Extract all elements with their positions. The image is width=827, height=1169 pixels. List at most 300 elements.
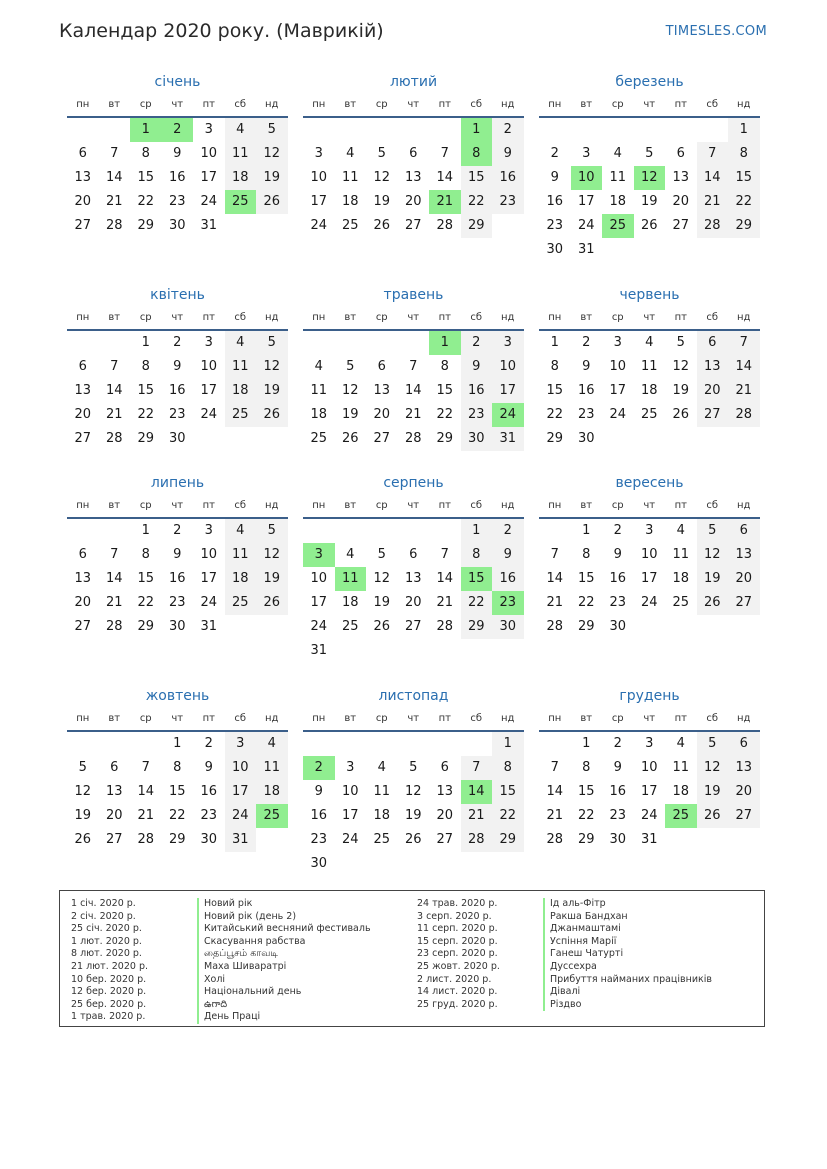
day-cell: 25 (672, 595, 690, 610)
day-cell: 26 (672, 407, 690, 422)
day-cell: 8 (461, 543, 493, 567)
day-cell: 9 (582, 359, 591, 374)
holiday-day-cell: 24 (492, 403, 524, 427)
weekday-header (303, 94, 524, 118)
day-cell: 15 (546, 383, 564, 398)
day-cell: 30 (168, 619, 186, 634)
holiday-name: ఉగాది (197, 999, 227, 1012)
day-cell: 22 (546, 407, 564, 422)
holiday-entry (417, 999, 712, 1012)
weekday-label: ср (375, 312, 388, 323)
day-cell: 7 (409, 359, 418, 374)
day-cell: 16 (609, 571, 627, 586)
weekday-label: пн (548, 312, 562, 323)
day-cell: 13 (105, 784, 123, 799)
day-cell: 21 (436, 595, 454, 610)
day-cell: 24 (200, 595, 218, 610)
day-cell: 16 (168, 571, 186, 586)
day-cell: 10 (310, 170, 328, 185)
day-cell: 24 (310, 619, 328, 634)
day-cell: 12 (404, 784, 422, 799)
day-cell: 13 (404, 170, 422, 185)
day-cell: 2 (492, 519, 524, 543)
day-cell: 10 (640, 547, 658, 562)
day-cell: 19 (74, 808, 92, 823)
weekday-label: пн (76, 713, 90, 724)
weekday-label: вт (344, 500, 357, 511)
day-cell: 12 (697, 543, 729, 567)
day-cell: 24 (200, 407, 218, 422)
day-cell: 26 (74, 832, 92, 847)
day-cell: 13 (436, 784, 454, 799)
holiday-date: 1 лют. 2020 р. (71, 935, 142, 947)
weekday-header (539, 495, 760, 519)
day-cell: 4 (225, 118, 257, 142)
day-cell: 7 (461, 756, 493, 780)
day-cell: 31 (492, 427, 524, 451)
day-cell: 16 (310, 808, 328, 823)
day-cell: 24 (310, 218, 328, 233)
weekday-label: нд (501, 500, 515, 511)
holiday-date: 25 січ. 2020 р. (71, 923, 142, 935)
day-cell: 19 (404, 808, 422, 823)
weekday-header (303, 495, 524, 519)
day-cell: 9 (613, 547, 622, 562)
weekday-label: пт (674, 500, 687, 511)
month-name: грудень (619, 688, 680, 704)
month-name: лютий (389, 74, 438, 90)
day-cell: 11 (672, 760, 690, 775)
day-cell: 21 (728, 379, 760, 403)
month-block (67, 70, 288, 238)
holiday-entry (417, 974, 712, 987)
day-cell: 30 (168, 431, 186, 446)
day-cell: 8 (141, 547, 150, 562)
day-cell: 22 (577, 595, 595, 610)
day-cell: 29 (728, 214, 760, 238)
day-cell: 3 (346, 760, 355, 775)
empty-cell (539, 732, 571, 756)
holiday-day-cell: 23 (492, 591, 524, 615)
day-cell: 9 (204, 760, 213, 775)
holiday-day-cell: 21 (429, 190, 461, 214)
day-cell: 16 (492, 567, 524, 591)
day-cell: 20 (728, 567, 760, 591)
day-cell: 2 (613, 523, 622, 538)
day-cell: 31 (225, 828, 257, 852)
weekday-label: вт (108, 99, 121, 110)
day-cell: 23 (492, 190, 524, 214)
day-cell: 18 (256, 780, 288, 804)
weekday-label: пн (312, 713, 326, 724)
day-cell: 19 (373, 595, 391, 610)
day-cell: 1 (141, 335, 150, 350)
weekday-label: вт (580, 312, 593, 323)
day-cell: 15 (461, 166, 493, 190)
weekday-label: вт (580, 713, 593, 724)
day-cell: 10 (200, 359, 218, 374)
day-cell: 20 (697, 379, 729, 403)
weekday-label: пн (548, 713, 562, 724)
day-cell: 26 (256, 190, 288, 214)
day-cell: 3 (204, 523, 213, 538)
days-grid (67, 331, 288, 451)
weekday-label: нд (501, 713, 515, 724)
holiday-day-cell: 25 (602, 214, 634, 238)
month-block (539, 283, 760, 451)
holiday-date: 24 трав. 2020 р. (417, 898, 498, 909)
weekday-label: пт (202, 500, 215, 511)
days-grid (303, 732, 524, 876)
holiday-date: 1 січ. 2020 р. (71, 898, 136, 909)
day-cell: 5 (377, 547, 386, 562)
month-block (303, 70, 524, 238)
day-cell: 24 (200, 194, 218, 209)
weekday-label: вт (108, 312, 121, 323)
day-cell: 3 (645, 736, 654, 751)
day-cell: 20 (74, 595, 92, 610)
day-cell: 23 (577, 407, 595, 422)
weekday-label: вт (344, 713, 357, 724)
day-cell: 4 (346, 146, 355, 161)
day-cell: 7 (550, 760, 559, 775)
day-cell: 14 (546, 784, 564, 799)
day-cell: 6 (110, 760, 119, 775)
weekday-label: нд (737, 312, 751, 323)
day-cell: 13 (728, 756, 760, 780)
empty-cell (429, 519, 461, 543)
weekday-label: сб (234, 500, 247, 511)
day-cell: 10 (341, 784, 359, 799)
day-cell: 15 (577, 784, 595, 799)
weekday-label: сб (470, 500, 483, 511)
weekday-label: нд (501, 312, 515, 323)
day-cell: 18 (672, 784, 690, 799)
day-cell: 11 (672, 547, 690, 562)
day-cell: 28 (137, 832, 155, 847)
day-cell: 7 (697, 142, 729, 166)
day-cell: 30 (577, 431, 595, 446)
empty-cell (67, 732, 99, 756)
holiday-day-cell: 10 (571, 166, 603, 190)
month-block (67, 283, 288, 451)
weekday-header (67, 708, 288, 732)
weekday-label: чт (171, 99, 184, 110)
day-cell: 5 (377, 146, 386, 161)
day-cell: 28 (728, 403, 760, 427)
holiday-date: 25 бер. 2020 р. (71, 998, 147, 1010)
day-cell: 7 (110, 359, 119, 374)
weekday-label: сб (706, 99, 719, 110)
empty-cell (398, 118, 430, 142)
empty-cell (130, 732, 162, 756)
month-name: липень (150, 475, 205, 491)
day-cell: 3 (582, 146, 591, 161)
day-cell: 8 (141, 146, 150, 161)
day-cell: 15 (137, 383, 155, 398)
day-cell: 13 (74, 383, 92, 398)
day-cell: 23 (461, 403, 493, 427)
weekday-header (67, 495, 288, 519)
day-cell: 11 (640, 359, 658, 374)
holiday-entry (417, 911, 712, 924)
holiday-name: Джанмаштамі (543, 923, 621, 936)
day-cell: 20 (404, 194, 422, 209)
month-block (303, 471, 524, 663)
weekday-label: вт (344, 99, 357, 110)
weekday-label: чт (643, 99, 656, 110)
empty-cell (571, 118, 603, 142)
day-cell: 24 (640, 808, 658, 823)
day-cell: 17 (640, 784, 658, 799)
day-cell: 27 (672, 218, 690, 233)
day-cell: 28 (436, 619, 454, 634)
weekday-header (303, 708, 524, 732)
day-cell: 31 (577, 242, 595, 257)
weekday-label: нд (265, 312, 279, 323)
day-cell: 16 (546, 194, 564, 209)
day-cell: 8 (440, 359, 449, 374)
weekday-label: пн (548, 99, 562, 110)
day-cell: 9 (173, 146, 182, 161)
empty-cell (398, 732, 430, 756)
day-cell: 1 (550, 335, 559, 350)
day-cell: 9 (461, 355, 493, 379)
day-cell: 21 (137, 808, 155, 823)
holiday-entry (71, 936, 371, 949)
empty-cell (366, 519, 398, 543)
weekday-label: чт (643, 312, 656, 323)
weekday-label: ср (611, 312, 624, 323)
day-cell: 22 (577, 808, 595, 823)
weekday-label: пт (438, 713, 451, 724)
day-cell: 19 (256, 166, 288, 190)
day-cell: 25 (341, 218, 359, 233)
weekday-label: нд (737, 500, 751, 511)
days-grid (67, 732, 288, 852)
day-cell: 17 (492, 379, 524, 403)
holiday-day-cell: 25 (665, 804, 697, 828)
holiday-name: Прибуття найманих працівників (543, 974, 712, 987)
weekday-label: чт (407, 500, 420, 511)
day-cell: 17 (341, 808, 359, 823)
empty-cell (67, 118, 99, 142)
weekday-label: вт (108, 713, 121, 724)
holiday-entry (71, 911, 371, 924)
day-cell: 30 (200, 832, 218, 847)
page-title: Календар 2020 року. (Маврикій) (59, 20, 384, 42)
day-cell: 26 (256, 591, 288, 615)
weekday-label: сб (706, 500, 719, 511)
day-cell: 29 (168, 832, 186, 847)
day-cell: 21 (546, 595, 564, 610)
weekday-header (67, 307, 288, 331)
day-cell: 16 (461, 379, 493, 403)
day-cell: 21 (546, 808, 564, 823)
day-cell: 2 (582, 335, 591, 350)
day-cell: 5 (676, 335, 685, 350)
month-name: жовтень (145, 688, 210, 704)
day-cell: 23 (200, 808, 218, 823)
day-cell: 30 (492, 615, 524, 639)
day-cell: 1 (492, 732, 524, 756)
day-cell: 22 (461, 190, 493, 214)
month-name: серпень (383, 475, 444, 491)
weekday-label: чт (643, 713, 656, 724)
day-cell: 11 (225, 543, 257, 567)
day-cell: 22 (137, 194, 155, 209)
day-cell: 27 (74, 218, 92, 233)
day-cell: 29 (137, 619, 155, 634)
holiday-date: 3 серп. 2020 р. (417, 910, 492, 922)
day-cell: 1 (582, 523, 591, 538)
holiday-entry (417, 961, 712, 974)
day-cell: 21 (105, 194, 123, 209)
weekday-header (303, 307, 524, 331)
day-cell: 12 (256, 142, 288, 166)
day-cell: 9 (173, 547, 182, 562)
holiday-day-cell: 2 (303, 756, 335, 780)
day-cell: 2 (550, 146, 559, 161)
day-cell: 17 (310, 194, 328, 209)
day-cell: 5 (409, 760, 418, 775)
holiday-date: 23 серп. 2020 р. (417, 948, 498, 960)
holiday-date: 25 груд. 2020 р. (417, 998, 498, 1010)
day-cell: 16 (168, 383, 186, 398)
holiday-name: Дуссехра (543, 961, 597, 974)
holiday-entry (71, 999, 371, 1012)
day-cell: 12 (373, 170, 391, 185)
holiday-name: День Праці (197, 1011, 260, 1024)
day-cell: 3 (225, 732, 257, 756)
empty-cell (429, 118, 461, 142)
day-cell: 11 (256, 756, 288, 780)
day-cell: 3 (314, 146, 323, 161)
day-cell: 2 (461, 331, 493, 355)
day-cell: 9 (492, 543, 524, 567)
day-cell: 17 (200, 170, 218, 185)
day-cell: 10 (200, 146, 218, 161)
day-cell: 11 (373, 784, 391, 799)
weekday-header (539, 94, 760, 118)
holiday-day-cell: 25 (225, 190, 257, 214)
day-cell: 15 (137, 170, 155, 185)
day-cell: 28 (461, 828, 493, 852)
holiday-entry (71, 1011, 371, 1024)
day-cell: 11 (341, 170, 359, 185)
day-cell: 22 (168, 808, 186, 823)
day-cell: 19 (697, 780, 729, 804)
day-cell: 8 (582, 547, 591, 562)
day-cell: 3 (645, 523, 654, 538)
day-cell: 14 (105, 383, 123, 398)
day-cell: 27 (436, 832, 454, 847)
holiday-date: 1 трав. 2020 р. (71, 1011, 146, 1023)
day-cell: 10 (609, 359, 627, 374)
day-cell: 19 (256, 567, 288, 591)
day-cell: 10 (225, 756, 257, 780)
empty-cell (335, 331, 367, 355)
holiday-date: 11 серп. 2020 р. (417, 923, 498, 935)
weekday-label: вт (580, 500, 593, 511)
day-cell: 17 (640, 571, 658, 586)
day-cell: 14 (697, 166, 729, 190)
days-grid (539, 519, 760, 639)
weekday-label: ср (375, 500, 388, 511)
day-cell: 5 (346, 359, 355, 374)
holiday-entry (417, 923, 712, 936)
holiday-entry (71, 923, 371, 936)
holiday-name: Дівалі (543, 986, 580, 999)
day-cell: 6 (728, 732, 760, 756)
weekday-header (539, 307, 760, 331)
day-cell: 20 (404, 595, 422, 610)
day-cell: 19 (697, 567, 729, 591)
empty-cell (303, 118, 335, 142)
holiday-name: Скасування рабства (197, 936, 306, 949)
empty-cell (366, 732, 398, 756)
day-cell: 3 (492, 331, 524, 355)
empty-cell (398, 331, 430, 355)
day-cell: 30 (461, 427, 493, 451)
day-cell: 7 (440, 547, 449, 562)
day-cell: 24 (609, 407, 627, 422)
day-cell: 8 (173, 760, 182, 775)
day-cell: 22 (728, 190, 760, 214)
weekday-label: сб (706, 312, 719, 323)
holiday-name: Китайський весняний фестиваль (197, 923, 371, 936)
day-cell: 31 (200, 218, 218, 233)
weekday-label: сб (706, 713, 719, 724)
weekday-header (67, 94, 288, 118)
empty-cell (303, 519, 335, 543)
weekday-label: пт (202, 312, 215, 323)
day-cell: 24 (577, 218, 595, 233)
day-cell: 25 (373, 832, 391, 847)
day-cell: 16 (492, 166, 524, 190)
month-name: червень (619, 287, 680, 303)
month-name: січень (154, 74, 201, 90)
day-cell: 27 (728, 804, 760, 828)
day-cell: 8 (492, 756, 524, 780)
day-cell: 26 (256, 403, 288, 427)
day-cell: 18 (672, 571, 690, 586)
days-grid (303, 519, 524, 663)
site-link[interactable]: TIMESLES.COM (665, 24, 767, 39)
month-name: вересень (615, 475, 684, 491)
day-cell: 26 (697, 591, 729, 615)
day-cell: 2 (173, 523, 182, 538)
day-cell: 27 (697, 403, 729, 427)
day-cell: 13 (74, 170, 92, 185)
empty-cell (303, 331, 335, 355)
holiday-day-cell: 2 (162, 118, 194, 142)
day-cell: 30 (609, 619, 627, 634)
day-cell: 29 (137, 218, 155, 233)
day-cell: 1 (728, 118, 760, 142)
holiday-entry (417, 948, 712, 961)
day-cell: 4 (676, 736, 685, 751)
day-cell: 17 (577, 194, 595, 209)
empty-cell (429, 732, 461, 756)
day-cell: 21 (697, 190, 729, 214)
day-cell: 10 (310, 571, 328, 586)
holiday-legend-column (71, 898, 371, 1024)
month-name: листопад (378, 688, 449, 704)
weekday-label: чт (171, 312, 184, 323)
holiday-day-cell: 11 (335, 567, 367, 591)
day-cell: 23 (310, 832, 328, 847)
